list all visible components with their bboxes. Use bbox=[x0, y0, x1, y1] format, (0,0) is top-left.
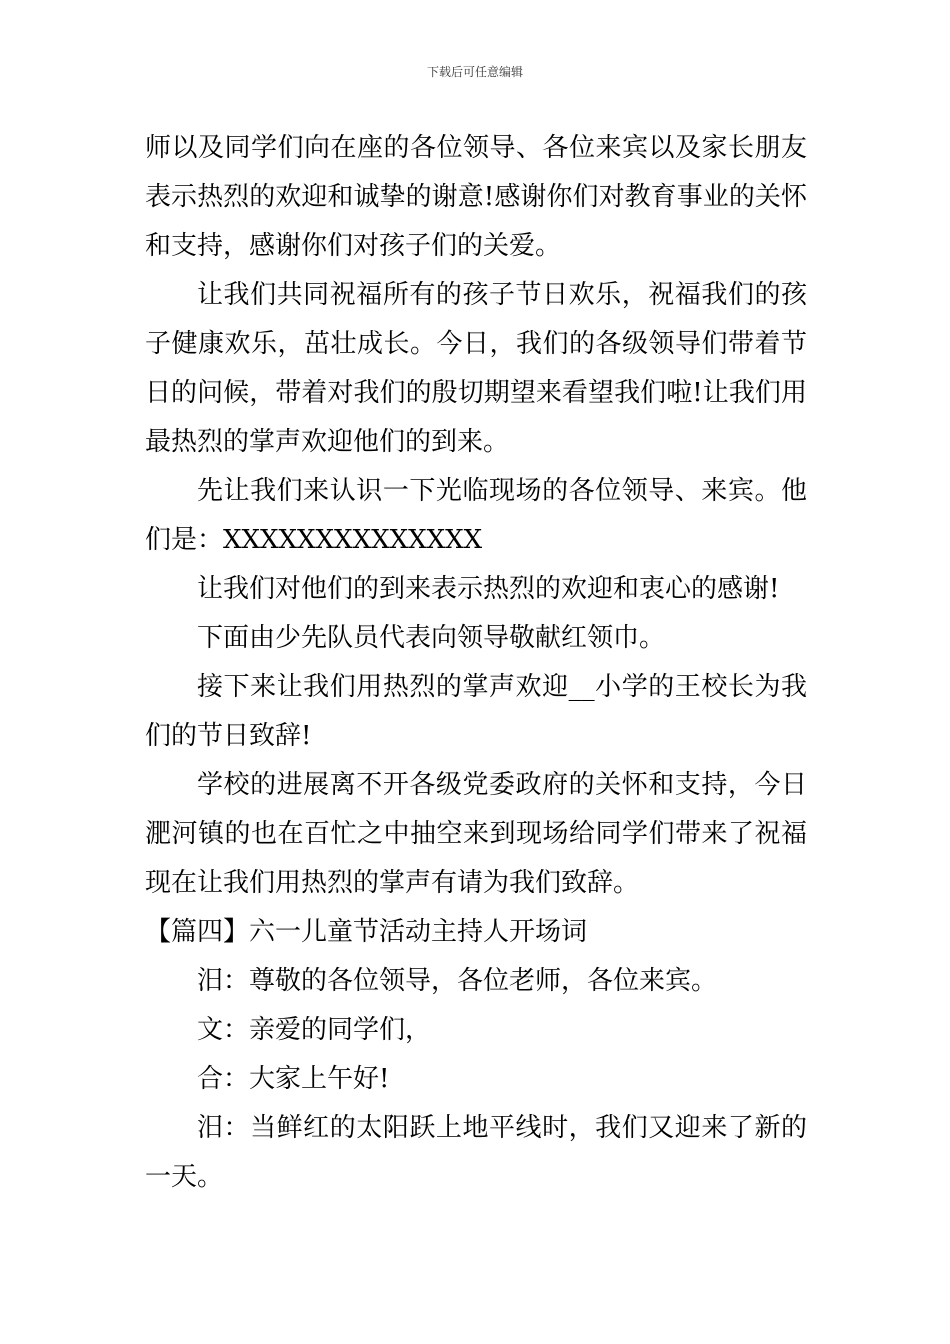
paragraph-school-development: 学校的进展离不开各级党委政府的关怀和支持，今日淝河镇的也在百忙之中抽空来到现场给同学们带来了祝福现在让我们用热烈的掌声有请为我们致辞。 bbox=[145, 770, 807, 898]
dialogue-line-1: 汨：尊敬的各位领导，各位老师，各位来宾。 bbox=[197, 966, 718, 996]
paragraph-red-scarf: 下面由少先队员代表向领导敬献红领巾。 bbox=[197, 623, 666, 653]
dialogue-line-2: 文：亲爱的同学们， bbox=[197, 1015, 432, 1045]
paragraph-introduce-guests: 先让我们来认识一下光临现场的各位领导、来宾。他们是：XXXXXXXXXXXXXX bbox=[145, 476, 807, 555]
paragraph-principal-speech: 接下来让我们用热烈的掌声欢迎__小学的王校长为我们的节日致辞! bbox=[145, 672, 807, 751]
paragraph-continuation-thanks: 师以及同学们向在座的各位领导、各位来宾以及家长朋友表示热烈的欢迎和诚挚的谢意!感谢你们对教育事业的关怀和支持，感谢你们对孩子们的关爱。 bbox=[145, 133, 807, 261]
document-body bbox=[145, 124, 807, 1202]
dialogue-line-3: 合：大家上午好! bbox=[197, 1064, 390, 1094]
dialogue-line-4: 汨：当鲜红的太阳跃上地平线时，我们又迎来了新的一天。 bbox=[145, 1113, 807, 1192]
section-heading-part-four: 【篇四】六一儿童节活动主持人开场词 bbox=[145, 917, 588, 947]
paragraph-welcome-guests: 让我们对他们的到来表示热烈的欢迎和衷心的感谢! bbox=[197, 574, 780, 604]
page-header-watermark: 下载后可任意编辑 bbox=[426, 65, 523, 79]
paragraph-blessing: 让我们共同祝福所有的孩子节日欢乐，祝福我们的孩子健康欢乐，茁壮成长。今日，我们的各级领导们带着节日的问候，带着对我们的殷切期望来看望我们啦!让我们用最热烈的掌声欢迎他们的到来。 bbox=[145, 280, 807, 457]
